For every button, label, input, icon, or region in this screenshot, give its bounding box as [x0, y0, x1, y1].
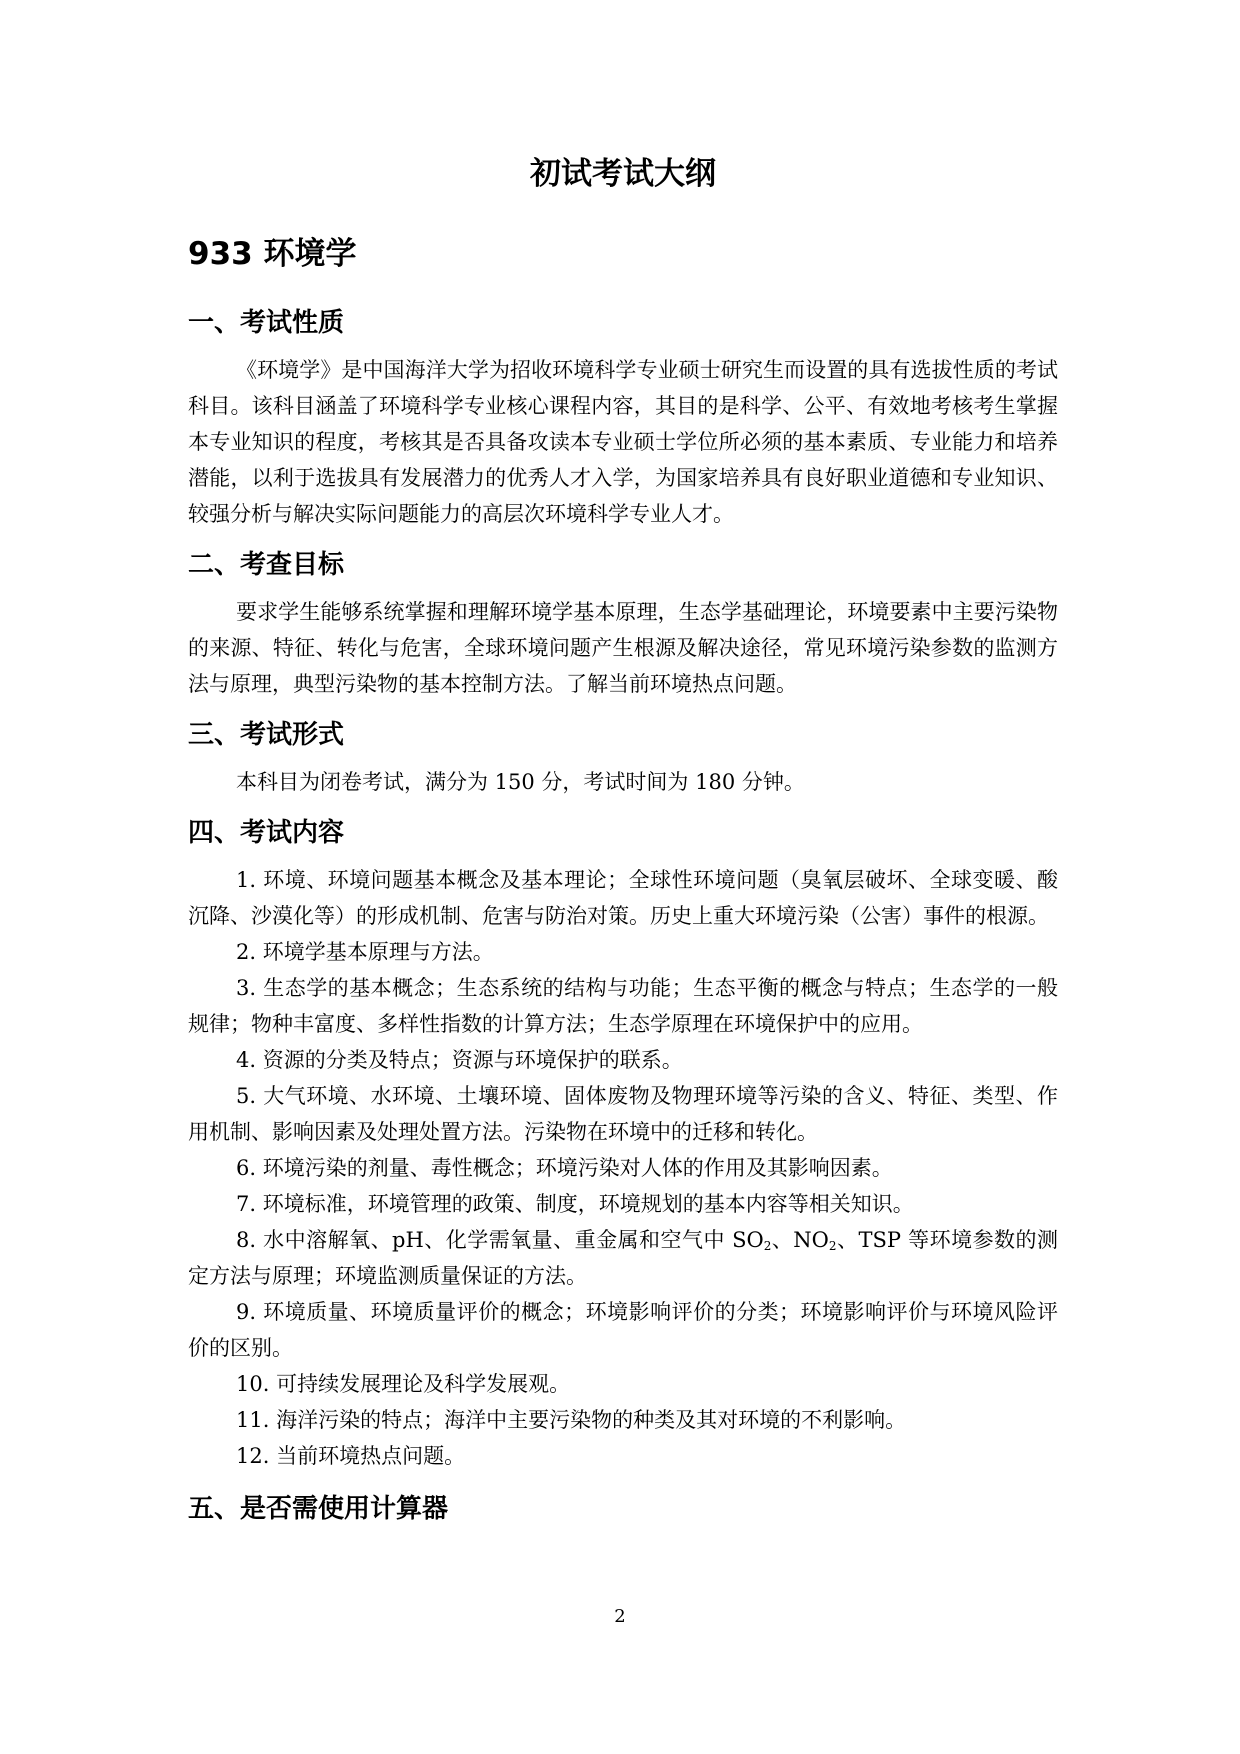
section-heading-content: 四、考试内容 [188, 818, 345, 848]
content-item-6: 6. 环境污染的剂量、毒性概念；环境污染对人体的作用及其影响因素。 [236, 1156, 893, 1180]
content-item-9: 9. 环境质量、环境质量评价的概念；环境影响评价的分类；环境影响评价与环境风险评价的区别。 [188, 1300, 1058, 1360]
document-title: 初试考试大纲 [530, 156, 716, 192]
content-item-7: 7. 环境标准，环境管理的政策、制度，环境规划的基本内容等相关知识。 [236, 1192, 914, 1216]
subject-heading: 933 环境学 [188, 236, 357, 272]
section-paragraph-format: 本科目为闭卷考试，满分为 150 分，考试时间为 180 分钟。 [236, 770, 805, 794]
section-heading-format: 三、考试形式 [188, 720, 345, 750]
content-item-1: 1. 环境、环境问题基本概念及基本理论；全球性环境问题（臭氧层破坏、全球变暖、酸沉降、沙漠化等）的形成机制、危害与防治对策。历史上重大环境污染（公害）事件的根源。 [188, 868, 1058, 928]
content-item-8 [188, 1222, 1058, 1294]
section-paragraph-nature: 《环境学》是中国海洋大学为招收环境科学专业硕士研究生而设置的具有选拔性质的考试科目。该科目涵盖了环境科学专业核心课程内容，其目的是科学、公平、有效地考核考生掌握本专业知识的程度，考核其是否具备攻读本专业硕士学位所必须的基本素质、专业能力和培养潜能，以利于选拔具有发展潜力的优秀人才入学，为国家培养具有良好职业道德和专业知识、较强分析与解决实际问题能力的高层次环境科学专业人才。 [188, 358, 1058, 526]
content-item-8-mid: 、NO [771, 1228, 829, 1252]
document-page [188, 150, 1058, 1538]
content-list [188, 862, 1058, 1474]
section-heading-nature: 一、考试性质 [188, 308, 345, 338]
section-heading-objectives: 二、考查目标 [188, 550, 345, 580]
content-item-8-no2-subscript: 2 [828, 1239, 837, 1253]
content-item-12: 12. 当前环境热点问题。 [236, 1444, 466, 1468]
content-item-11: 11. 海洋污染的特点；海洋中主要污染物的种类及其对环境的不利影响。 [236, 1408, 907, 1432]
page-number: 2 [614, 1606, 626, 1627]
content-item-5: 5. 大气环境、水环境、土壤环境、固体废物及物理环境等污染的含义、特征、类型、作用机制、影响因素及处理处置方法。污染物在环境中的迁移和转化。 [188, 1084, 1058, 1144]
content-item-4: 4. 资源的分类及特点；资源与环境保护的联系。 [236, 1048, 683, 1072]
content-item-8-tail: 、TSP 等环境参数的测定方法与原理；环境监测质量保证的方法。 [188, 1228, 1058, 1288]
content-item-2: 2. 环境学基本原理与方法。 [236, 940, 494, 964]
content-item-10: 10. 可持续发展理论及科学发展观。 [236, 1372, 571, 1396]
section-paragraph-objectives: 要求学生能够系统掌握和理解环境学基本原理，生态学基础理论，环境要素中主要污染物的来源、特征、转化与危害，全球环境问题产生根源及解决途径，常见环境污染参数的监测方法与原理，典型污染物的基本控制方法。了解当前环境热点问题。 [188, 600, 1058, 696]
content-item-3: 3. 生态学的基本概念；生态系统的结构与功能；生态平衡的概念与特点；生态学的一般规律；物种丰富度、多样性指数的计算方法；生态学原理在环境保护中的应用。 [188, 976, 1058, 1036]
content-item-8-so2-subscript: 2 [763, 1239, 772, 1253]
content-item-8-lead: 8. 水中溶解氧、pH、化学需氧量、重金属和空气中 SO [236, 1228, 764, 1252]
section-heading-calculator: 五、是否需使用计算器 [188, 1494, 449, 1524]
